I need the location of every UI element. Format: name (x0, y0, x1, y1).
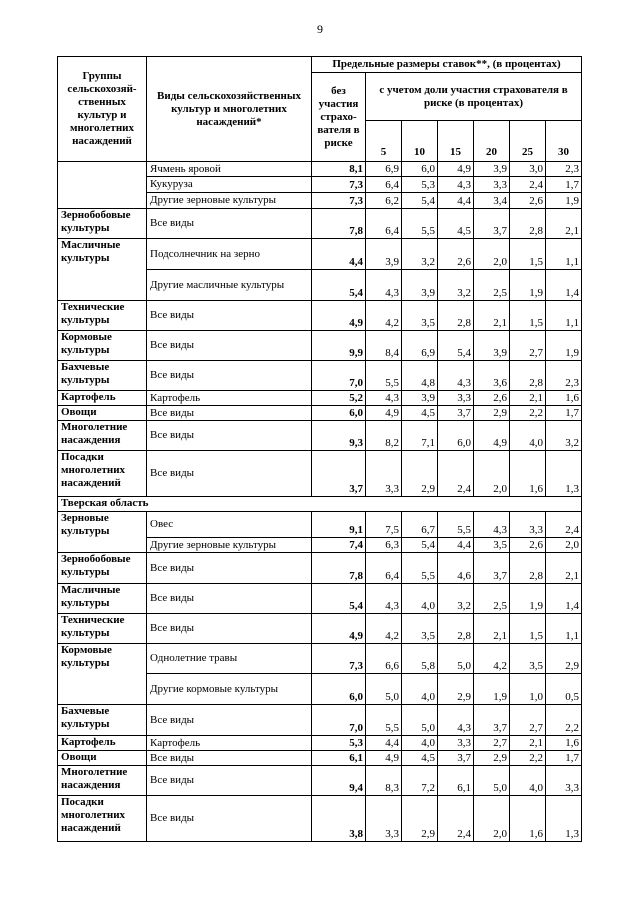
rate-cell-25: 2,1 (510, 736, 546, 751)
rate-cell-20: 2,9 (474, 406, 510, 421)
rate-cell-30: 1,1 (546, 239, 582, 270)
table-row (58, 584, 582, 614)
rate-cell-5: 4,2 (366, 614, 402, 644)
table-row (58, 553, 582, 584)
crop-cell: Картофель (147, 391, 312, 406)
base-rate-cell: 9,4 (312, 766, 366, 796)
table-row (58, 361, 582, 391)
table-row (58, 512, 582, 538)
rate-cell-25: 1,0 (510, 674, 546, 705)
base-rate-cell: 9,3 (312, 421, 366, 451)
crop-cell: Все виды (147, 406, 312, 421)
header-share-25: 25 (510, 121, 546, 162)
rate-cell-5: 4,4 (366, 736, 402, 751)
base-rate-cell: 7,0 (312, 705, 366, 736)
rate-cell-15: 4,3 (438, 705, 474, 736)
rate-cell-20: 4,2 (474, 644, 510, 674)
rate-cell-30: 2,1 (546, 553, 582, 584)
rate-cell-30: 1,6 (546, 391, 582, 406)
group-cell: Картофель (58, 391, 147, 406)
base-rate-cell: 7,0 (312, 361, 366, 391)
base-rate-cell: 7,3 (312, 193, 366, 209)
base-rate-cell: 3,7 (312, 451, 366, 497)
crop-cell: Все виды (147, 705, 312, 736)
table-row (58, 209, 582, 239)
base-rate-cell: 8,1 (312, 162, 366, 177)
rate-cell-5: 4,3 (366, 584, 402, 614)
rate-cell-20: 3,9 (474, 162, 510, 177)
group-cell: Зерновые культуры (58, 512, 147, 553)
rate-cell-30: 2,1 (546, 209, 582, 239)
rate-cell-15: 2,6 (438, 239, 474, 270)
rate-cell-10: 3,5 (402, 614, 438, 644)
rate-cell-30: 2,3 (546, 361, 582, 391)
region-row (58, 497, 582, 512)
header-kinds: Виды сельскохозяйственных культур и многолетних насаждений* (147, 57, 312, 162)
rate-cell-10: 7,2 (402, 766, 438, 796)
rate-cell-10: 2,9 (402, 451, 438, 497)
rate-cell-10: 4,8 (402, 361, 438, 391)
rate-cell-25: 2,6 (510, 193, 546, 209)
group-cell: Технические культуры (58, 614, 147, 644)
base-rate-cell: 7,3 (312, 644, 366, 674)
table-header (58, 57, 582, 162)
rate-cell-20: 2,9 (474, 751, 510, 766)
rate-cell-5: 6,4 (366, 209, 402, 239)
rate-cell-30: 0,5 (546, 674, 582, 705)
header-no-share: без участия страхо-вателя в риске (312, 73, 366, 162)
table-row (58, 614, 582, 644)
table-row (58, 391, 582, 406)
rate-cell-5: 3,3 (366, 451, 402, 497)
rate-cell-25: 4,0 (510, 766, 546, 796)
table-row (58, 162, 582, 177)
rate-cell-20: 3,5 (474, 538, 510, 553)
rate-cell-20: 2,7 (474, 736, 510, 751)
rate-cell-10: 5,4 (402, 193, 438, 209)
group-cell: Посадки многолетних насаждений (58, 796, 147, 842)
base-rate-cell: 6,0 (312, 406, 366, 421)
rate-cell-20: 2,0 (474, 796, 510, 842)
crop-cell: Все виды (147, 421, 312, 451)
base-rate-cell: 4,9 (312, 614, 366, 644)
rate-cell-25: 3,3 (510, 512, 546, 538)
rate-cell-10: 6,9 (402, 331, 438, 361)
rate-cell-15: 4,4 (438, 538, 474, 553)
rate-cell-30: 1,4 (546, 270, 582, 301)
rate-cell-5: 8,4 (366, 331, 402, 361)
rate-cell-5: 4,3 (366, 391, 402, 406)
rate-cell-20: 3,7 (474, 209, 510, 239)
rate-cell-15: 3,3 (438, 391, 474, 406)
rate-cell-25: 2,1 (510, 391, 546, 406)
rate-cell-30: 1,3 (546, 796, 582, 842)
crop-cell: Все виды (147, 584, 312, 614)
rate-cell-20: 3,4 (474, 193, 510, 209)
rate-cell-5: 6,9 (366, 162, 402, 177)
rate-cell-10: 5,0 (402, 705, 438, 736)
rate-cell-25: 3,0 (510, 162, 546, 177)
base-rate-cell: 9,1 (312, 512, 366, 538)
header-share-30: 30 (546, 121, 582, 162)
base-rate-cell: 9,9 (312, 331, 366, 361)
insurance-rates-table (57, 56, 582, 842)
rate-cell-10: 6,7 (402, 512, 438, 538)
rate-cell-20: 3,6 (474, 361, 510, 391)
rate-cell-25: 2,6 (510, 538, 546, 553)
base-rate-cell: 5,2 (312, 391, 366, 406)
header-limits: Предельные размеры ставок**, (в процентах) (312, 57, 582, 73)
group-cell: Бахчевые культуры (58, 705, 147, 736)
group-cell: Зернобобовые культуры (58, 209, 147, 239)
rate-cell-15: 3,2 (438, 584, 474, 614)
base-rate-cell: 5,4 (312, 270, 366, 301)
table-row (58, 301, 582, 331)
rate-cell-25: 1,5 (510, 614, 546, 644)
rate-cell-15: 4,4 (438, 193, 474, 209)
rate-cell-15: 6,1 (438, 766, 474, 796)
group-cell: Многолетние насаждения (58, 421, 147, 451)
crop-cell: Однолетние травы (147, 644, 312, 674)
group-cell: Овощи (58, 406, 147, 421)
rate-cell-5: 4,3 (366, 270, 402, 301)
crop-cell: Кукуруза (147, 177, 312, 193)
rate-cell-15: 4,9 (438, 162, 474, 177)
rate-cell-10: 7,1 (402, 421, 438, 451)
rate-cell-15: 3,3 (438, 736, 474, 751)
rate-cell-20: 3,7 (474, 705, 510, 736)
group-cell: Зернобобовые культуры (58, 553, 147, 584)
region-label: Тверская область (58, 497, 582, 512)
rate-cell-10: 3,5 (402, 301, 438, 331)
rate-cell-30: 1,7 (546, 177, 582, 193)
header-groups: Группы сельскохозяй-ственных культур и многолетних насаждений (58, 57, 147, 162)
rate-cell-15: 4,3 (438, 177, 474, 193)
crop-cell: Другие масличные культуры (147, 270, 312, 301)
rate-cell-20: 2,0 (474, 451, 510, 497)
group-cell: Овощи (58, 751, 147, 766)
rate-cell-30: 1,7 (546, 751, 582, 766)
rate-cell-5: 8,2 (366, 421, 402, 451)
rate-cell-10: 4,0 (402, 736, 438, 751)
crop-cell: Все виды (147, 361, 312, 391)
rate-cell-10: 5,5 (402, 209, 438, 239)
crop-cell: Все виды (147, 553, 312, 584)
crop-cell: Все виды (147, 796, 312, 842)
group-cell: Картофель (58, 736, 147, 751)
crop-cell: Картофель (147, 736, 312, 751)
crop-cell: Овес (147, 512, 312, 538)
rate-cell-15: 3,7 (438, 751, 474, 766)
rate-cell-25: 1,9 (510, 270, 546, 301)
rate-cell-30: 1,7 (546, 406, 582, 421)
group-cell: Бахчевые культуры (58, 361, 147, 391)
rate-cell-20: 2,6 (474, 391, 510, 406)
crop-cell: Все виды (147, 451, 312, 497)
rate-cell-10: 6,0 (402, 162, 438, 177)
header-share-20: 20 (474, 121, 510, 162)
rate-cell-5: 4,2 (366, 301, 402, 331)
table-row (58, 644, 582, 674)
base-rate-cell: 4,9 (312, 301, 366, 331)
table-row (58, 331, 582, 361)
group-cell (58, 162, 147, 209)
rate-cell-20: 4,3 (474, 512, 510, 538)
rate-cell-5: 4,9 (366, 406, 402, 421)
crop-cell: Ячмень яровой (147, 162, 312, 177)
rate-cell-10: 4,5 (402, 406, 438, 421)
rate-cell-15: 4,5 (438, 209, 474, 239)
base-rate-cell: 3,8 (312, 796, 366, 842)
header-with-share: с учетом доли участия страхователя в риске (в процентах) (366, 73, 582, 121)
rate-cell-15: 4,3 (438, 361, 474, 391)
rate-cell-15: 5,5 (438, 512, 474, 538)
table-row (58, 239, 582, 270)
rate-cell-25: 1,9 (510, 584, 546, 614)
crop-cell: Другие кормовые культуры (147, 674, 312, 705)
base-rate-cell: 7,8 (312, 209, 366, 239)
rate-cell-5: 8,3 (366, 766, 402, 796)
rate-cell-20: 3,7 (474, 553, 510, 584)
rate-cell-30: 2,4 (546, 512, 582, 538)
rate-cell-10: 5,4 (402, 538, 438, 553)
crop-cell: Другие зерновые культуры (147, 193, 312, 209)
rate-cell-25: 1,6 (510, 451, 546, 497)
rate-cell-5: 6,4 (366, 553, 402, 584)
rate-cell-5: 7,5 (366, 512, 402, 538)
table-row (58, 705, 582, 736)
rate-cell-15: 3,2 (438, 270, 474, 301)
group-cell: Масличные культуры (58, 239, 147, 301)
rate-cell-5: 4,9 (366, 751, 402, 766)
rate-cell-30: 1,9 (546, 193, 582, 209)
base-rate-cell: 7,3 (312, 177, 366, 193)
table-row (58, 406, 582, 421)
rate-cell-25: 4,0 (510, 421, 546, 451)
rate-cell-30: 2,9 (546, 644, 582, 674)
rate-cell-15: 5,4 (438, 331, 474, 361)
crop-cell: Все виды (147, 766, 312, 796)
rate-cell-5: 6,4 (366, 177, 402, 193)
group-cell: Кормовые культуры (58, 644, 147, 705)
rate-cell-30: 1,1 (546, 614, 582, 644)
rate-cell-20: 2,0 (474, 239, 510, 270)
rate-cell-25: 2,8 (510, 361, 546, 391)
rate-cell-5: 5,0 (366, 674, 402, 705)
rate-cell-15: 2,9 (438, 674, 474, 705)
rate-cell-10: 4,5 (402, 751, 438, 766)
rate-cell-25: 2,2 (510, 751, 546, 766)
crop-cell: Все виды (147, 751, 312, 766)
base-rate-cell: 5,3 (312, 736, 366, 751)
group-cell: Масличные культуры (58, 584, 147, 614)
rate-cell-30: 3,3 (546, 766, 582, 796)
rate-cell-20: 2,1 (474, 301, 510, 331)
group-cell: Посадки многолетних насаждений (58, 451, 147, 497)
rate-cell-15: 2,4 (438, 451, 474, 497)
header-share-5: 5 (366, 121, 402, 162)
rate-cell-20: 5,0 (474, 766, 510, 796)
rate-cell-20: 3,3 (474, 177, 510, 193)
base-rate-cell: 7,4 (312, 538, 366, 553)
rate-cell-20: 3,9 (474, 331, 510, 361)
rate-cell-10: 5,5 (402, 553, 438, 584)
page-number: 9 (317, 22, 323, 36)
rate-cell-25: 1,5 (510, 301, 546, 331)
crop-cell: Подсолнечник на зерно (147, 239, 312, 270)
rate-cell-25: 2,8 (510, 553, 546, 584)
rate-cell-5: 6,6 (366, 644, 402, 674)
rate-cell-20: 2,5 (474, 270, 510, 301)
rate-cell-25: 2,8 (510, 209, 546, 239)
rate-cell-30: 1,6 (546, 736, 582, 751)
rate-cell-30: 2,0 (546, 538, 582, 553)
table-row (58, 736, 582, 751)
rate-cell-5: 3,3 (366, 796, 402, 842)
table-row (58, 421, 582, 451)
rate-cell-15: 2,8 (438, 614, 474, 644)
rate-cell-25: 3,5 (510, 644, 546, 674)
table-body (58, 162, 582, 842)
rate-cell-25: 2,7 (510, 705, 546, 736)
crop-cell: Все виды (147, 331, 312, 361)
crop-cell: Все виды (147, 301, 312, 331)
rate-cell-5: 3,9 (366, 239, 402, 270)
base-rate-cell: 4,4 (312, 239, 366, 270)
crop-cell: Все виды (147, 209, 312, 239)
crop-cell: Все виды (147, 614, 312, 644)
group-cell: Технические культуры (58, 301, 147, 331)
rate-cell-30: 1,3 (546, 451, 582, 497)
table-row (58, 766, 582, 796)
rate-cell-5: 6,2 (366, 193, 402, 209)
rate-cell-10: 4,0 (402, 584, 438, 614)
rate-cell-20: 4,9 (474, 421, 510, 451)
rate-cell-25: 2,2 (510, 406, 546, 421)
rate-cell-30: 1,4 (546, 584, 582, 614)
base-rate-cell: 7,8 (312, 553, 366, 584)
rate-cell-20: 2,5 (474, 584, 510, 614)
rate-cell-10: 2,9 (402, 796, 438, 842)
table-row (58, 451, 582, 497)
rate-cell-30: 3,2 (546, 421, 582, 451)
rate-cell-30: 1,1 (546, 301, 582, 331)
group-cell: Кормовые культуры (58, 331, 147, 361)
rate-cell-5: 5,5 (366, 705, 402, 736)
base-rate-cell: 6,0 (312, 674, 366, 705)
base-rate-cell: 5,4 (312, 584, 366, 614)
rate-cell-5: 5,5 (366, 361, 402, 391)
table-row (58, 751, 582, 766)
rate-cell-10: 5,8 (402, 644, 438, 674)
rate-cell-20: 1,9 (474, 674, 510, 705)
header-share-10: 10 (402, 121, 438, 162)
base-rate-cell: 6,1 (312, 751, 366, 766)
rate-cell-30: 2,3 (546, 162, 582, 177)
table-row (58, 796, 582, 842)
rate-cell-10: 3,2 (402, 239, 438, 270)
rate-cell-15: 6,0 (438, 421, 474, 451)
rate-cell-10: 3,9 (402, 270, 438, 301)
rate-cell-15: 5,0 (438, 644, 474, 674)
rate-cell-5: 6,3 (366, 538, 402, 553)
rate-cell-15: 3,7 (438, 406, 474, 421)
rate-cell-10: 5,3 (402, 177, 438, 193)
rate-cell-20: 2,1 (474, 614, 510, 644)
rate-cell-30: 1,9 (546, 331, 582, 361)
header-share-15: 15 (438, 121, 474, 162)
rate-cell-25: 2,7 (510, 331, 546, 361)
group-cell: Многолетние насаждения (58, 766, 147, 796)
rate-cell-15: 2,8 (438, 301, 474, 331)
rate-cell-25: 2,4 (510, 177, 546, 193)
crop-cell: Другие зерновые культуры (147, 538, 312, 553)
rate-cell-25: 1,5 (510, 239, 546, 270)
rate-cell-15: 2,4 (438, 796, 474, 842)
rate-cell-10: 4,0 (402, 674, 438, 705)
rate-cell-10: 3,9 (402, 391, 438, 406)
rate-cell-30: 2,2 (546, 705, 582, 736)
rate-cell-25: 1,6 (510, 796, 546, 842)
rate-cell-15: 4,6 (438, 553, 474, 584)
